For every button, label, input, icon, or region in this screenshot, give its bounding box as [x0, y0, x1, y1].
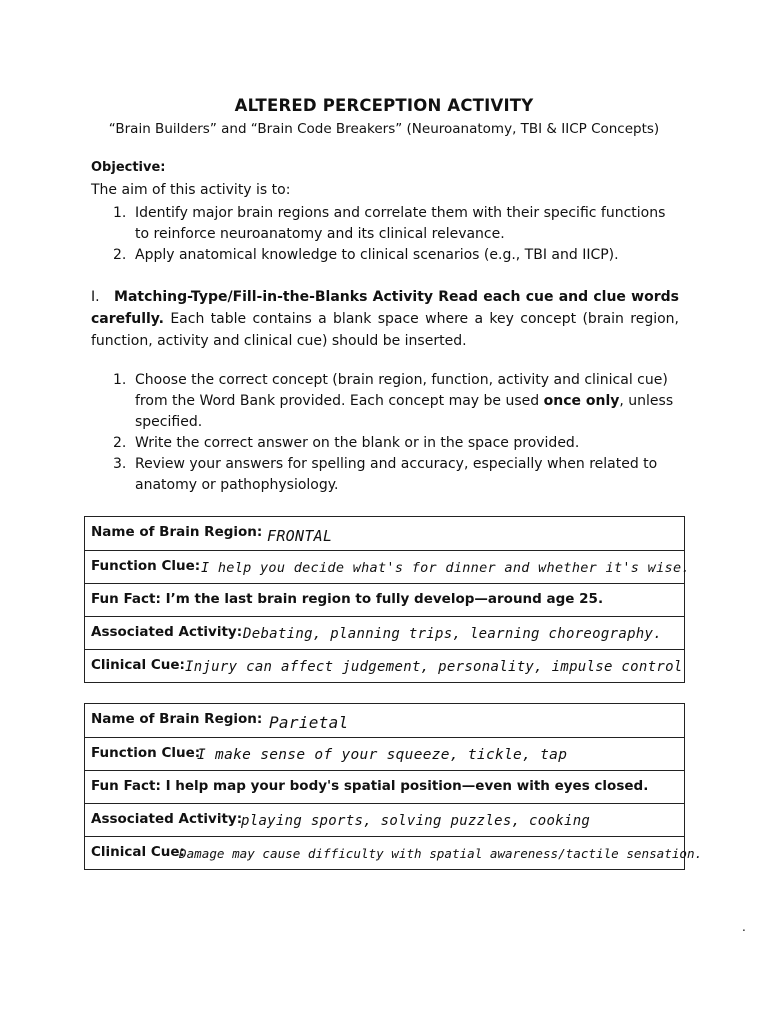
- activity-row: [85, 803, 684, 836]
- list-number: 2.: [113, 435, 127, 451]
- instruction-item: [113, 454, 678, 496]
- list-number: 1.: [113, 372, 127, 388]
- function-answer[interactable]: I make sense of your squeeze, tickle, tap: [197, 747, 568, 763]
- name-answer[interactable]: Parietal: [269, 713, 349, 732]
- function-label: Function Clue:: [91, 558, 201, 574]
- fun-fact-row: [85, 770, 684, 803]
- activity-answer[interactable]: playing sports, solving puzzles, cooking: [241, 813, 591, 829]
- activity-label: Associated Activity:: [91, 624, 243, 640]
- activity-answer[interactable]: Debating, planning trips, learning choreography.: [243, 626, 662, 642]
- instruction-item: [113, 370, 678, 433]
- function-row: [85, 737, 684, 770]
- page-subtitle: “Brain Builders” and “Brain Code Breakers” (Neuroanatomy, TBI & IICP Concepts): [108, 121, 660, 137]
- list-number: 2.: [113, 247, 127, 263]
- list-number: 3.: [113, 456, 127, 472]
- objective-heading: Objective:: [91, 160, 166, 175]
- section-body: Each table contains a blank space where a key concept (brain region, function, activity and clinical cue) should be inserted.: [91, 311, 679, 349]
- objective-item-text: Identify major brain regions and correlate them with their specific functions to reinforce neuroanatomy and its clinical relevance.: [135, 205, 666, 242]
- instruction-emphasis: once only: [543, 393, 620, 409]
- objective-item: [113, 203, 673, 245]
- objective-aim: The aim of this activity is to:: [91, 182, 291, 198]
- fun-fact: Fun Fact: I help map your body's spatial position—even with eyes closed.: [91, 778, 649, 794]
- clinical-answer[interactable]: Injury can affect judgement, personality, impulse control: [185, 659, 683, 675]
- activity-label: Associated Activity:: [91, 811, 243, 827]
- brain-region-table-2: [84, 703, 703, 870]
- function-answer[interactable]: I help you decide what's for dinner and whether it's wise.: [201, 560, 690, 576]
- section-intro: [91, 286, 679, 352]
- activity-row: [85, 616, 684, 649]
- objective-item: [113, 245, 673, 266]
- fun-fact-row: [85, 583, 684, 616]
- stray-mark: .: [742, 920, 746, 934]
- name-row: [85, 517, 684, 550]
- clinical-label: Clinical Cue:: [91, 657, 185, 673]
- name-row: [85, 704, 684, 737]
- name-label: Name of Brain Region:: [91, 524, 263, 540]
- instruction-text: Choose the correct concept (brain region, function, activity and clinical cue) from the Word Bank provided. Each concept may be used: [135, 372, 668, 409]
- clinical-label: Clinical Cue:: [91, 844, 185, 860]
- clinical-answer[interactable]: Damage may cause difficulty with spatial awareness/tactile sensation.: [179, 846, 703, 861]
- list-number: 1.: [113, 205, 127, 221]
- name-label: Name of Brain Region:: [91, 711, 263, 727]
- instruction-item: [113, 433, 678, 454]
- function-label: Function Clue:: [91, 745, 201, 761]
- instruction-list: [113, 370, 678, 496]
- clinical-row: [85, 836, 703, 869]
- function-row: [85, 550, 690, 583]
- instruction-text: Review your answers for spelling and accuracy, especially when related to anatomy or pathophysiology.: [135, 456, 658, 493]
- objective-list: [113, 203, 673, 266]
- instruction-text: Write the correct answer on the blank or in the space provided.: [135, 435, 580, 451]
- section-number: I.: [91, 289, 100, 305]
- brain-region-table-1: [84, 516, 690, 683]
- instruction-text-end: , unless specified.: [135, 393, 674, 430]
- fun-fact: Fun Fact: I’m the last brain region to fully develop—around age 25.: [91, 591, 604, 607]
- name-answer[interactable]: FRONTAL: [267, 527, 333, 545]
- page-title: ALTERED PERCEPTION ACTIVITY: [234, 96, 534, 115]
- clinical-row: [85, 649, 684, 682]
- section-heading: Matching-Type/Fill-in-the-Blanks Activity Read each cue and clue words carefully.: [91, 289, 679, 327]
- objective-item-text: Apply anatomical knowledge to clinical scenarios (e.g., TBI and IICP).: [135, 247, 619, 263]
